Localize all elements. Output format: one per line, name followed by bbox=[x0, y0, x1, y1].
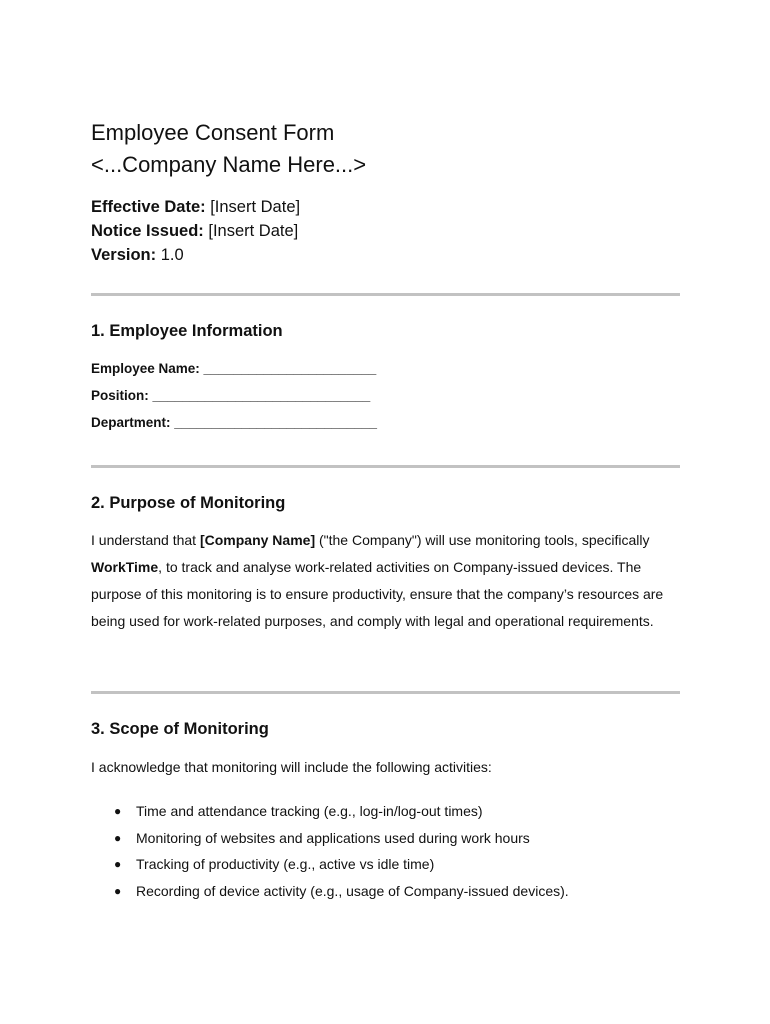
section-divider bbox=[91, 293, 680, 296]
list-item-text: Time and attendance tracking (e.g., log-in/log-out times) bbox=[136, 803, 483, 819]
document-title: Employee Consent Form bbox=[91, 120, 335, 145]
notice-issued-label: Notice Issued: bbox=[91, 222, 204, 240]
list-item bbox=[91, 798, 569, 825]
department-field: Department: ___________________________ bbox=[91, 415, 377, 430]
scope-intro: I acknowledge that monitoring will include the following activities: bbox=[91, 759, 492, 775]
notice-issued-value: [Insert Date] bbox=[203, 222, 299, 240]
purpose-text-3: , to track and analyse work-related activities on Company-issued devices. The purpose of this monitoring is to ensure productivity, ensure that the company’s resources are being used for work-related purposes, and comply with legal and operational requirements. bbox=[91, 559, 664, 629]
list-item bbox=[91, 851, 569, 878]
version-label: Version: bbox=[91, 246, 157, 264]
version-value: 1.0 bbox=[156, 246, 184, 264]
section-divider bbox=[91, 465, 680, 468]
bullet-icon: ● bbox=[114, 857, 122, 872]
employee-name-field: Employee Name: _______________________ bbox=[91, 361, 377, 376]
effective-date-line bbox=[91, 197, 300, 217]
list-item bbox=[91, 878, 569, 905]
notice-issued-line bbox=[91, 221, 298, 241]
effective-date-label: Effective Date: bbox=[91, 198, 206, 216]
section-heading-purpose-of-monitoring: 2. Purpose of Monitoring bbox=[91, 494, 286, 512]
tool-name-bold: WorkTime bbox=[91, 559, 159, 575]
section-heading-employee-information: 1. Employee Information bbox=[91, 322, 283, 340]
list-item-text: Tracking of productivity (e.g., active vs idle time) bbox=[136, 856, 435, 873]
purpose-text-2: ("the Company") will use monitoring tools, specifically bbox=[315, 532, 650, 548]
version-line bbox=[91, 245, 184, 265]
bullet-icon: ● bbox=[114, 883, 122, 898]
purpose-text-1: I understand that bbox=[91, 532, 200, 548]
company-name-bold: [Company Name] bbox=[199, 532, 316, 548]
bullet-icon: ● bbox=[114, 830, 122, 845]
purpose-paragraph bbox=[91, 527, 691, 635]
position-field: Position: _____________________________ bbox=[91, 388, 371, 403]
company-name-placeholder: <...Company Name Here...> bbox=[91, 152, 367, 177]
section-heading-scope-of-monitoring: 3. Scope of Monitoring bbox=[91, 720, 269, 738]
effective-date-value: [Insert Date] bbox=[205, 198, 301, 216]
bullet-icon: ● bbox=[114, 804, 122, 818]
monitoring-activities-list bbox=[91, 798, 569, 904]
list-item-text: Monitoring of websites and applications used during work hours bbox=[136, 829, 530, 846]
list-item-text: Recording of device activity (e.g., usage of Company-issued devices). bbox=[136, 882, 569, 899]
section-divider bbox=[91, 691, 680, 694]
list-item bbox=[91, 825, 569, 852]
